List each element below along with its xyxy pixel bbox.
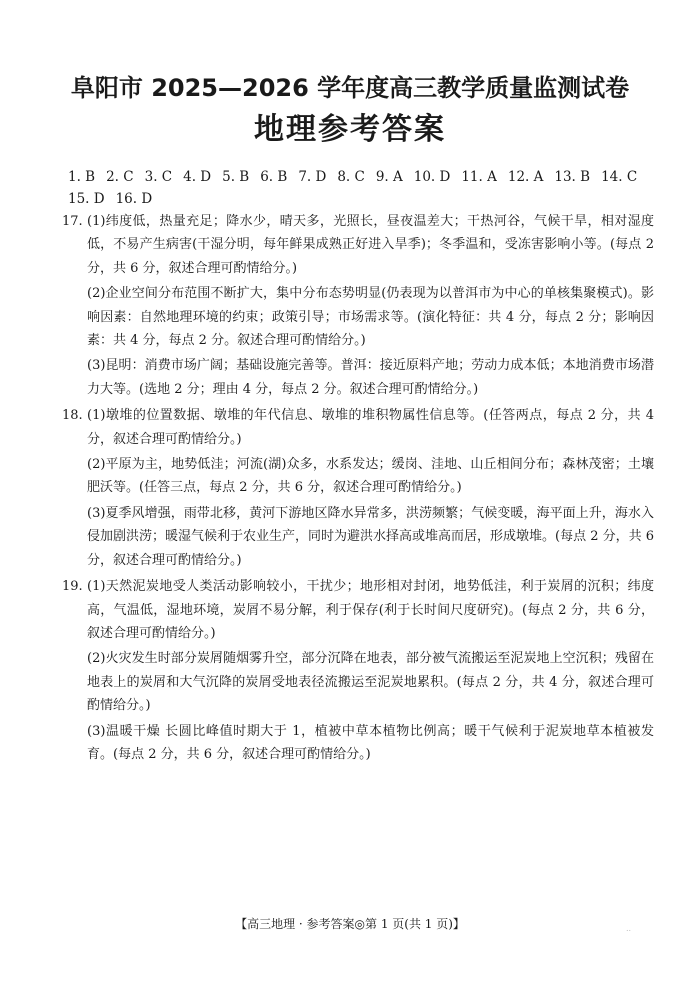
answer-key-title: 地理参考答案 [254,112,446,147]
page-footer: 【高三地理 · 参考答案◎第 1 页(共 1 页)】 [235,917,465,931]
question-number: 19. [62,579,83,595]
question-18 [62,404,654,572]
question-part: (1)纬度低，热量充足；降水少，晴天多，光照长，昼夜温差大；干热河谷，气候干旱，相对湿度低，不易产生病害(干湿分明，每年鲜果成熟正好进入旱季)；冬季温和，受冻害影响小等。(每点 2 分，共 6 分，叙述合理可酌情给分。) [87,214,654,276]
choice-answer: 7. D [298,169,327,185]
scan-mark: .. [626,924,632,933]
choice-answers-row-2 [68,188,648,210]
choice-answer: 10. D [413,169,451,185]
question-part: (2)平原为主，地势低洼；河流(湖)众多，水系发达；缓岗、洼地、山丘相间分布；森林茂密；土壤肥沃等。(任答三点，每点 2 分，共 6 分，叙述合理可酌情给分。) [87,457,654,496]
choice-answer: 16. D [115,191,153,207]
question-part: (3)温暖干燥 长圆比峰值时期大于 1，植被中草本植物比例高；暖干气候利于泥炭地草本植被发育。(每点 2 分，共 6 分，叙述合理可酌情给分。) [87,723,654,762]
choice-answer: 12. A [507,169,544,185]
question-part: (3)昆明：消费市场广阔；基础设施完善等。普洱：接近原料产地；劳动力成本低；本地消费市场潜力大等。(选地 2 分；理由 4 分，每点 2 分。叙述合理可酌情给分。) [87,358,654,397]
choice-answer: 9. A [375,169,403,185]
choice-answer: 4. D [183,169,212,185]
choice-answer: 13. B [554,169,591,185]
choice-answer: 2. C [106,169,134,185]
choice-answer: 8. C [337,169,365,185]
question-19 [62,575,654,766]
question-17 [62,210,654,401]
question-part: (1)天然泥炭地受人类活动影响较小，干扰少；地形相对封闭，地势低洼，利于炭屑的沉积；纬度高，气温低，湿地环境，炭屑不易分解，利于保存(利于长时间尺度研究)。(每点 2 分，共 6 分，叙述合理可酌情给分。) [87,579,654,641]
question-part: (2)企业空间分布范围不断扩大，集中分布态势明显(仍表现为以普洱市为中心的单核集聚模式)。影响因素：自然地理环境的约束；政策引导；市场需求等。(演化特征：共 4 分，每点 2 分；影响因素：共 4 分，每点 2 分。叙述合理可酌情给分。) [87,286,654,349]
question-number: 18. [62,408,83,424]
question-part: (2)火灾发生时部分炭屑随烟雾升空，部分沉降在地表，部分被气流搬运至泥炭地上空沉积；残留在地表上的炭屑和大气沉降的炭屑受地表径流搬运至泥炭地累积。(每点 2 分，共 4 分，叙述合理可酌情给分。) [87,651,654,714]
question-number: 17. [62,214,83,229]
choice-answer: 11. A [461,169,497,185]
choice-answers [68,166,648,210]
question-part: (1)墩堆的位置数据、墩堆的年代信息、墩堆的堆积物属性信息等。(任答两点，每点 2 分，共 4 分，叙述合理可酌情给分。) [87,408,654,447]
choice-answer: 5. B [222,169,250,185]
choice-answer: 1. B [68,169,96,185]
question-part: (3)夏季风增强，雨带北移，黄河下游地区降水异常多，洪涝频繁；气候变暖，海平面上升，海水入侵加剧洪涝；暖湿气候利于农业生产，同时为避洪水择高或堆高而居，形成墩堆。(每点 2 分，共 6 分，叙述合理可酌情给分。) [87,505,655,568]
choice-answers-row-1 [68,166,648,188]
answer-body [62,210,654,768]
choice-answer: 15. D [68,191,105,207]
choice-answer: 3. C [144,169,173,185]
exam-title: 阜阳市 2025—2026 学年度高三教学质量监测试卷 [70,74,630,102]
choice-answer: 6. B [260,169,288,185]
choice-answer: 14. C [601,169,638,185]
